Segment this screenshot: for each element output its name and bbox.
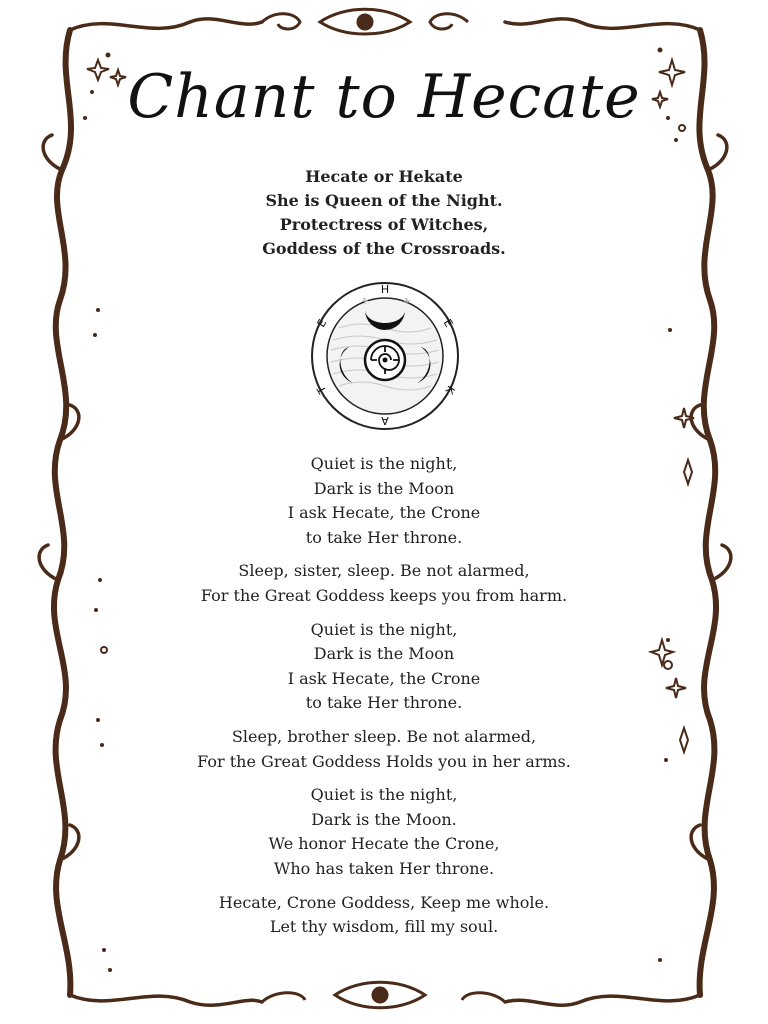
verse-line: For the Great Goddess keeps you from harm. bbox=[200, 585, 568, 605]
stanza bbox=[0, 725, 768, 774]
verse-line: Quiet is the night, bbox=[310, 785, 458, 805]
intro-block bbox=[0, 165, 768, 261]
verse-line: Quiet is the night, bbox=[310, 619, 458, 639]
page-title: Chant to Hecate bbox=[127, 62, 641, 132]
stanza bbox=[0, 618, 768, 716]
chant-verse bbox=[0, 452, 768, 949]
verse-line: to take Her throne. bbox=[305, 527, 463, 547]
verse-line: Dark is the Moon bbox=[313, 644, 455, 664]
verse-line: Sleep, brother sleep. Be not alarmed, bbox=[231, 726, 537, 746]
emblem-letter: E bbox=[314, 316, 330, 330]
verse-line: Who has taken Her throne. bbox=[273, 858, 495, 878]
intro-line: Protectress of Witches, bbox=[279, 215, 489, 234]
intro-line: She is Queen of the Night. bbox=[265, 191, 503, 210]
verse-line: to take Her throne. bbox=[305, 693, 463, 713]
verse-line: Hecate, Crone Goddess, Keep me whole. bbox=[218, 892, 550, 912]
verse-line: I ask Hecate, the Crone bbox=[287, 668, 481, 688]
stanza bbox=[0, 452, 768, 550]
verse-line: For the Great Goddess Holds you in her arms. bbox=[197, 751, 571, 771]
verse-line: I ask Hecate, the Crone bbox=[287, 503, 481, 523]
emblem-letter: E bbox=[440, 316, 456, 330]
emblem-letter: T bbox=[314, 383, 330, 396]
verse-line: Sleep, sister, sleep. Be not alarmed, bbox=[238, 561, 530, 581]
hecate-wheel-icon bbox=[309, 280, 461, 432]
verse-line: We honor Hecate the Crone, bbox=[268, 834, 500, 854]
verse-line: Dark is the Moon. bbox=[311, 809, 457, 829]
stanza bbox=[0, 559, 768, 608]
intro-line: Goddess of the Crossroads. bbox=[262, 239, 506, 258]
stanza bbox=[0, 783, 768, 881]
stanza bbox=[0, 891, 768, 940]
emblem-letter: A bbox=[381, 414, 389, 427]
emblem-letter: H bbox=[380, 283, 390, 296]
intro-line: Hecate or Hekate bbox=[305, 167, 463, 186]
verse-line: Quiet is the night, bbox=[310, 454, 458, 473]
verse-line: Dark is the Moon bbox=[313, 478, 455, 498]
verse-line: Let thy wisdom, fill my soul. bbox=[269, 917, 499, 937]
emblem-letter: K bbox=[442, 383, 458, 397]
